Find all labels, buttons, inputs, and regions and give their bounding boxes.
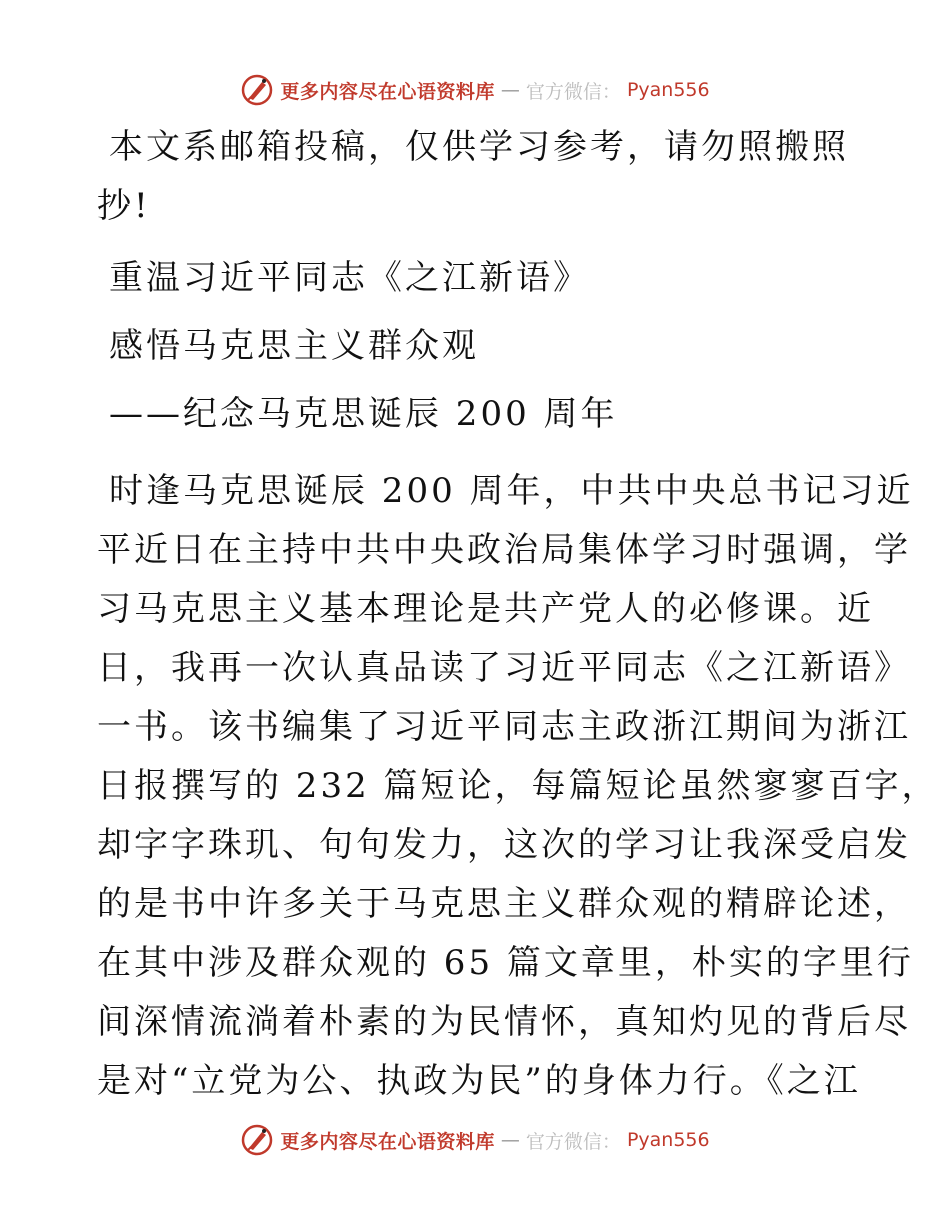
body-line: 间深情流淌着朴素的为民情怀，真知灼见的背后尽 [97,1002,911,1042]
document-content [97,118,939,1111]
body-line: 的是书中许多关于马克思主义群众观的精辟论述， [97,884,911,924]
watermark-brand: 更多内容尽在心语资料库 [280,1130,495,1153]
watermark-wechat-label: 官方微信： [525,80,621,103]
watermark-wechat-id: Pyan556 [626,79,710,101]
watermark-wechat-id: Pyan556 [626,1129,710,1151]
watermark-separator: — [500,1129,520,1151]
watermark-brand: 更多内容尽在心语资料库 [280,80,495,103]
title-line-2: 感悟马克思主义群众观 [109,326,479,366]
body-line: 日报撰写的 232 篇短论，每篇短论虽然寥寥百字， [97,766,939,806]
footer-watermark [0,1120,950,1160]
notice-line-2: 抄! [97,186,151,226]
title-line-1: 重温习近平同志《之江新语》 [109,258,590,298]
title-line-3: ——纪念马克思诞辰 200 周年 [109,394,618,434]
watermark-separator: — [500,79,520,101]
body-line: 习马克思主义基本理论是共产党人的必修课。近 [97,589,874,629]
quill-pen-icon [240,1123,274,1157]
body-line: 在其中涉及群众观的 65 篇文章里，朴实的字里行 [97,943,914,983]
body-line: 是对“立党为公、执政为民”的身体力行。《之江 [97,1061,861,1101]
watermark-wechat-label: 官方微信： [525,1130,621,1153]
header-watermark [0,70,950,110]
body-line: 日，我再一次认真品读了习近平同志《之江新语》 [97,648,911,688]
notice-line-1: 本文系邮箱投稿，仅供学习参考，请勿照搬照 [109,127,849,167]
quill-pen-icon [240,73,274,107]
body-line: 时逢马克思诞辰 200 周年，中共中央总书记习近 [109,471,914,511]
body-line: 平近日在主持中共中央政治局集体学习时强调，学 [97,530,911,570]
body-line: 却字字珠玑、句句发力，这次的学习让我深受启发 [97,825,911,865]
body-line: 一书。该书编集了习近平同志主政浙江期间为浙江 [97,707,911,747]
